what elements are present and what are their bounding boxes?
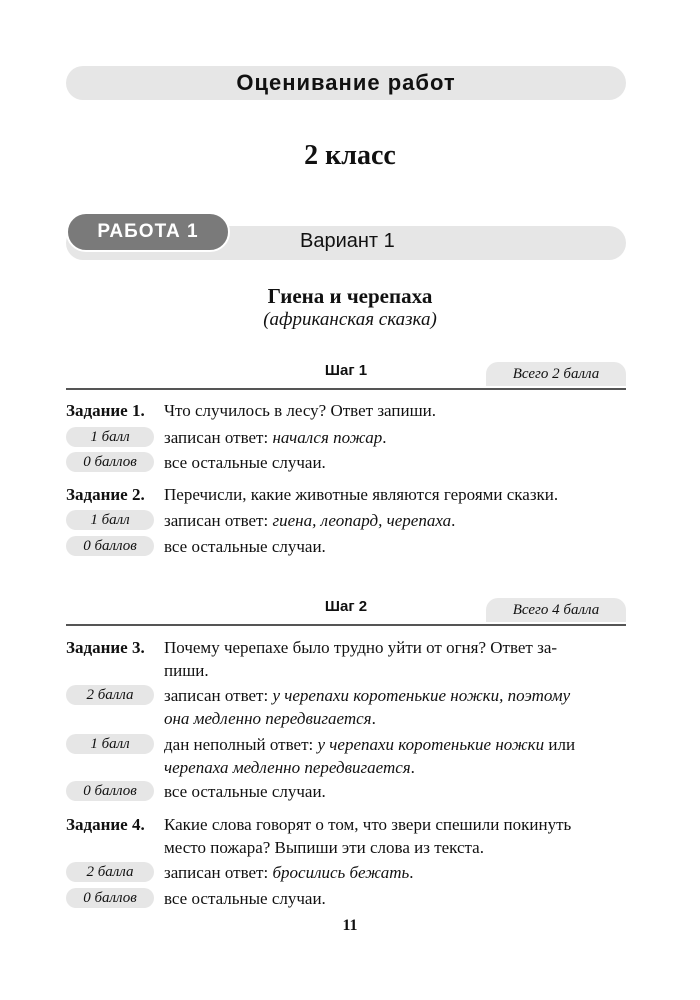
section-title-bar [66, 66, 626, 100]
score-row [66, 861, 626, 884]
score-points: 0 баллов [66, 536, 154, 556]
task [66, 399, 626, 422]
score-points: 2 балла [66, 862, 154, 882]
score-row [66, 684, 626, 730]
section-title: Оценивание работ [236, 70, 456, 95]
task-text: Перечисли, какие животные являются героями сказки. [164, 485, 559, 504]
step-header [66, 362, 626, 390]
score-points: 2 балла [66, 685, 154, 705]
task-text: Какие слова говорят о том, что звери спешили покинуть место пожара? Выпиши эти слова из текста. [164, 815, 572, 857]
score-points: 1 балл [66, 734, 154, 754]
score-row [66, 509, 626, 532]
score-row [66, 733, 626, 779]
score-points: 0 баллов [66, 781, 154, 801]
score-criterion: дан неполный ответ: у черепахи коротенькие ножки или черепаха медленно передвигается. [164, 735, 576, 777]
task [66, 813, 626, 859]
task-text: Почему черепахе было трудно уйти от огня? Ответ за- пиши. [164, 638, 558, 680]
variant-label: Вариант 1 [300, 230, 395, 252]
score-points: 1 балл [66, 510, 154, 530]
score-criterion: все остальные случаи. [164, 889, 326, 908]
score-row [66, 535, 626, 558]
step-name: Шаг 2 [324, 598, 368, 615]
score-criterion: записан ответ: начался пожар. [164, 428, 387, 447]
score-criterion: записан ответ: у черепахи коротенькие ножки, поэтому она медленно передвигается. [164, 686, 571, 728]
task-label: Задание 3. [66, 638, 145, 657]
score-row [66, 451, 626, 474]
work-label: РАБОТА 1 [66, 212, 230, 252]
score-points: 0 баллов [66, 452, 154, 472]
score-points: 0 баллов [66, 888, 154, 908]
task [66, 483, 626, 506]
score-row [66, 426, 626, 449]
step-total-badge: Всего 2 балла [486, 362, 626, 386]
score-points: 1 балл [66, 427, 154, 447]
task-label: Задание 1. [66, 401, 145, 420]
task-label: Задание 4. [66, 815, 145, 834]
story-title: Гиена и черепаха [267, 284, 433, 308]
score-criterion: записан ответ: бросились бежать. [164, 863, 414, 882]
step-header [66, 598, 626, 626]
story-subtitle-text: (африканская сказка) [263, 309, 437, 330]
score-criterion: записан ответ: гиена, леопард, черепаха. [164, 511, 456, 530]
page-number: 11 [342, 917, 358, 934]
story-subtitle [0, 309, 700, 331]
task-text: Что случилось в лесу? Ответ запиши. [164, 401, 437, 420]
grade-heading: 2 класс [304, 140, 396, 171]
task [66, 636, 626, 682]
score-criterion: все остальные случаи. [164, 537, 326, 556]
score-row [66, 887, 626, 910]
task-label: Задание 2. [66, 485, 145, 504]
step-name: Шаг 1 [324, 362, 368, 379]
score-criterion: все остальные случаи. [164, 453, 326, 472]
score-criterion: все остальные случаи. [164, 782, 326, 801]
step-total-badge: Всего 4 балла [486, 598, 626, 622]
score-row [66, 780, 626, 803]
